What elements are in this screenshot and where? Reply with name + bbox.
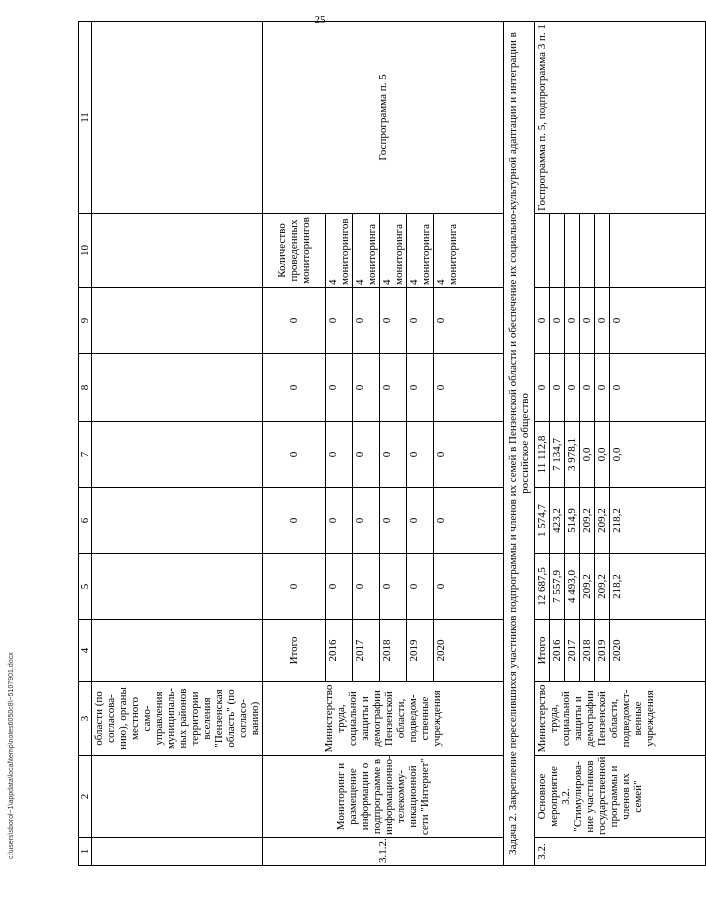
value-cell: 0 xyxy=(535,288,550,354)
value-cell: 0 xyxy=(263,422,326,488)
task-heading: Задача 2. Закрепление переселившихся участников подпрограммы и членов их семей в Пензенской области и обеспечение их социально-культурной адаптации и интеграции в российское общество xyxy=(504,22,535,866)
year-cell: 2018 xyxy=(580,620,595,682)
indicator-cell: 4 мониторинга xyxy=(380,214,407,288)
value-cell: 0 xyxy=(434,554,504,620)
column-number: 8 xyxy=(79,354,92,422)
value-cell: 0 xyxy=(380,354,407,422)
indicator-cell: 4 мониторинга xyxy=(434,214,504,288)
value-cell: 0 xyxy=(407,288,434,354)
value-cell: 0 xyxy=(353,288,380,354)
value-cell: 0 xyxy=(326,288,353,354)
value-cell: 0 xyxy=(550,354,565,422)
value-cell: 0 xyxy=(595,354,610,422)
value-cell: 0 xyxy=(380,488,407,554)
value-cell: 0 xyxy=(353,488,380,554)
document-path: c:\users\sborol~1\appdata\local\temp\notes6050c8\~5107901.docx xyxy=(8,652,15,859)
column-number: 6 xyxy=(79,488,92,554)
column-number: 10 xyxy=(79,214,92,288)
value-cell: 0 xyxy=(407,554,434,620)
column-number: 9 xyxy=(79,288,92,354)
value-cell: 0 xyxy=(434,488,504,554)
value-cell: 0 xyxy=(565,354,580,422)
reference-cell: Госпрограмма п. 5, подпрограмма 3 п. 1 xyxy=(535,22,706,214)
value-cell: 423,2 xyxy=(550,488,565,554)
value-cell: 0 xyxy=(434,288,504,354)
value-cell: 0 xyxy=(565,288,580,354)
column-number: 1 xyxy=(79,838,92,866)
executor-cell: Министерство труда, социальной защиты и демографии Пензенской области, подведом-ственные учреждения xyxy=(263,682,504,756)
value-cell: 0,0 xyxy=(580,422,595,488)
column-number-row xyxy=(79,22,92,866)
value-cell: 0 xyxy=(580,288,595,354)
value-cell: 7 557,9 xyxy=(550,554,565,620)
indicator-cell xyxy=(565,214,580,288)
indicator-cell: 4 мониторингов xyxy=(326,214,353,288)
executor-cell: Министерство труда, социальной защиты и демографии Пензенской области, подведомст-венные учреждения xyxy=(535,682,706,756)
rotated-table-wrapper xyxy=(78,22,656,866)
table-cell xyxy=(92,620,263,682)
value-cell: 0 xyxy=(434,422,504,488)
column-number: 2 xyxy=(79,756,92,838)
indicator-cell: 4 мониторинга xyxy=(407,214,434,288)
value-cell: 7 134,7 xyxy=(550,422,565,488)
indicator-cell xyxy=(580,214,595,288)
table-cell xyxy=(92,214,263,288)
value-cell: 0 xyxy=(434,354,504,422)
value-cell: 0 xyxy=(353,554,380,620)
value-cell: 0 xyxy=(326,488,353,554)
task-row xyxy=(504,22,535,866)
value-cell: 0 xyxy=(353,354,380,422)
document-path-footer xyxy=(8,499,18,859)
value-cell: 11 112,8 xyxy=(535,422,550,488)
value-cell: 0 xyxy=(407,422,434,488)
value-cell: 209,2 xyxy=(595,488,610,554)
value-cell: 0 xyxy=(380,422,407,488)
value-cell: 12 687,5 xyxy=(535,554,550,620)
indicator-cell: 4 мониторинга xyxy=(353,214,380,288)
column-number: 5 xyxy=(79,554,92,620)
table-cell xyxy=(92,756,263,838)
value-cell: 0 xyxy=(535,354,550,422)
value-cell: 4 493,0 xyxy=(565,554,580,620)
year-cell: 2019 xyxy=(407,620,434,682)
year-cell: 2019 xyxy=(595,620,610,682)
value-cell: 0 xyxy=(595,288,610,354)
value-cell: 0 xyxy=(550,288,565,354)
year-cell: 2020 xyxy=(434,620,504,682)
year-cell: 2018 xyxy=(380,620,407,682)
item-name: Мониторинг и размещение информации о подпрограмме в информационно-телекомму-никационной сети "Интернет" xyxy=(263,756,504,838)
table-cell xyxy=(92,422,263,488)
table-row xyxy=(263,22,326,866)
program-table xyxy=(78,21,706,866)
year-cell: 2016 xyxy=(550,620,565,682)
value-cell: 209,2 xyxy=(580,488,595,554)
table-cell xyxy=(92,488,263,554)
year-cell: Итого xyxy=(263,620,326,682)
indicator-cell xyxy=(595,214,610,288)
value-cell: 0 xyxy=(326,354,353,422)
year-cell: Итого xyxy=(535,620,550,682)
value-cell: 0 xyxy=(407,488,434,554)
reference-cell: Госпрограмма п. 5 xyxy=(263,22,504,214)
value-cell: 0 xyxy=(610,354,706,422)
indicator-cell xyxy=(535,214,550,288)
column-number: 3 xyxy=(79,682,92,756)
value-cell: 0,0 xyxy=(595,422,610,488)
value-cell: 0 xyxy=(353,422,380,488)
column-number: 7 xyxy=(79,422,92,488)
value-cell: 0,0 xyxy=(610,422,706,488)
item-name: Основное мероприятие 3.2. "Стимулирова-ние участников государственной программы и членов их семей" xyxy=(535,756,706,838)
value-cell: 0 xyxy=(263,288,326,354)
value-cell: 514,9 xyxy=(565,488,580,554)
value-cell: 0 xyxy=(580,354,595,422)
value-cell: 0 xyxy=(380,554,407,620)
year-cell: 2017 xyxy=(565,620,580,682)
table-cell xyxy=(92,838,263,866)
value-cell: 0 xyxy=(326,422,353,488)
item-number: 3.2. xyxy=(535,838,706,866)
value-cell: 1 574,7 xyxy=(535,488,550,554)
continuation-row xyxy=(92,22,263,866)
year-cell: 2016 xyxy=(326,620,353,682)
value-cell: 209,2 xyxy=(595,554,610,620)
year-cell: 2017 xyxy=(353,620,380,682)
indicator-cell xyxy=(550,214,565,288)
column-number: 11 xyxy=(79,22,92,214)
value-cell: 0 xyxy=(380,288,407,354)
value-cell: 3 978,1 xyxy=(565,422,580,488)
value-cell: 218,2 xyxy=(610,554,706,620)
value-cell: 0 xyxy=(326,554,353,620)
value-cell: 209,2 xyxy=(580,554,595,620)
table-row xyxy=(535,22,550,866)
table-cell xyxy=(92,354,263,422)
value-cell: 0 xyxy=(610,288,706,354)
year-cell: 2020 xyxy=(610,620,706,682)
indicator-header: Количество проведенных мониторингов xyxy=(263,214,326,288)
value-cell: 0 xyxy=(263,354,326,422)
table-cell xyxy=(92,288,263,354)
page-number: 25 xyxy=(314,14,326,26)
executor-cell: области (по согласова-нию), органы местного само-управления муниципаль-ных районов территории вселения "Пензенская область" (по согласо-ванию) xyxy=(92,682,263,756)
value-cell: 218,2 xyxy=(610,488,706,554)
table-cell xyxy=(92,554,263,620)
value-cell: 0 xyxy=(407,354,434,422)
table-cell xyxy=(92,22,263,214)
item-number: 3.1.2. xyxy=(263,838,504,866)
indicator-cell xyxy=(610,214,706,288)
value-cell: 0 xyxy=(263,554,326,620)
value-cell: 0 xyxy=(263,488,326,554)
column-number: 4 xyxy=(79,620,92,682)
